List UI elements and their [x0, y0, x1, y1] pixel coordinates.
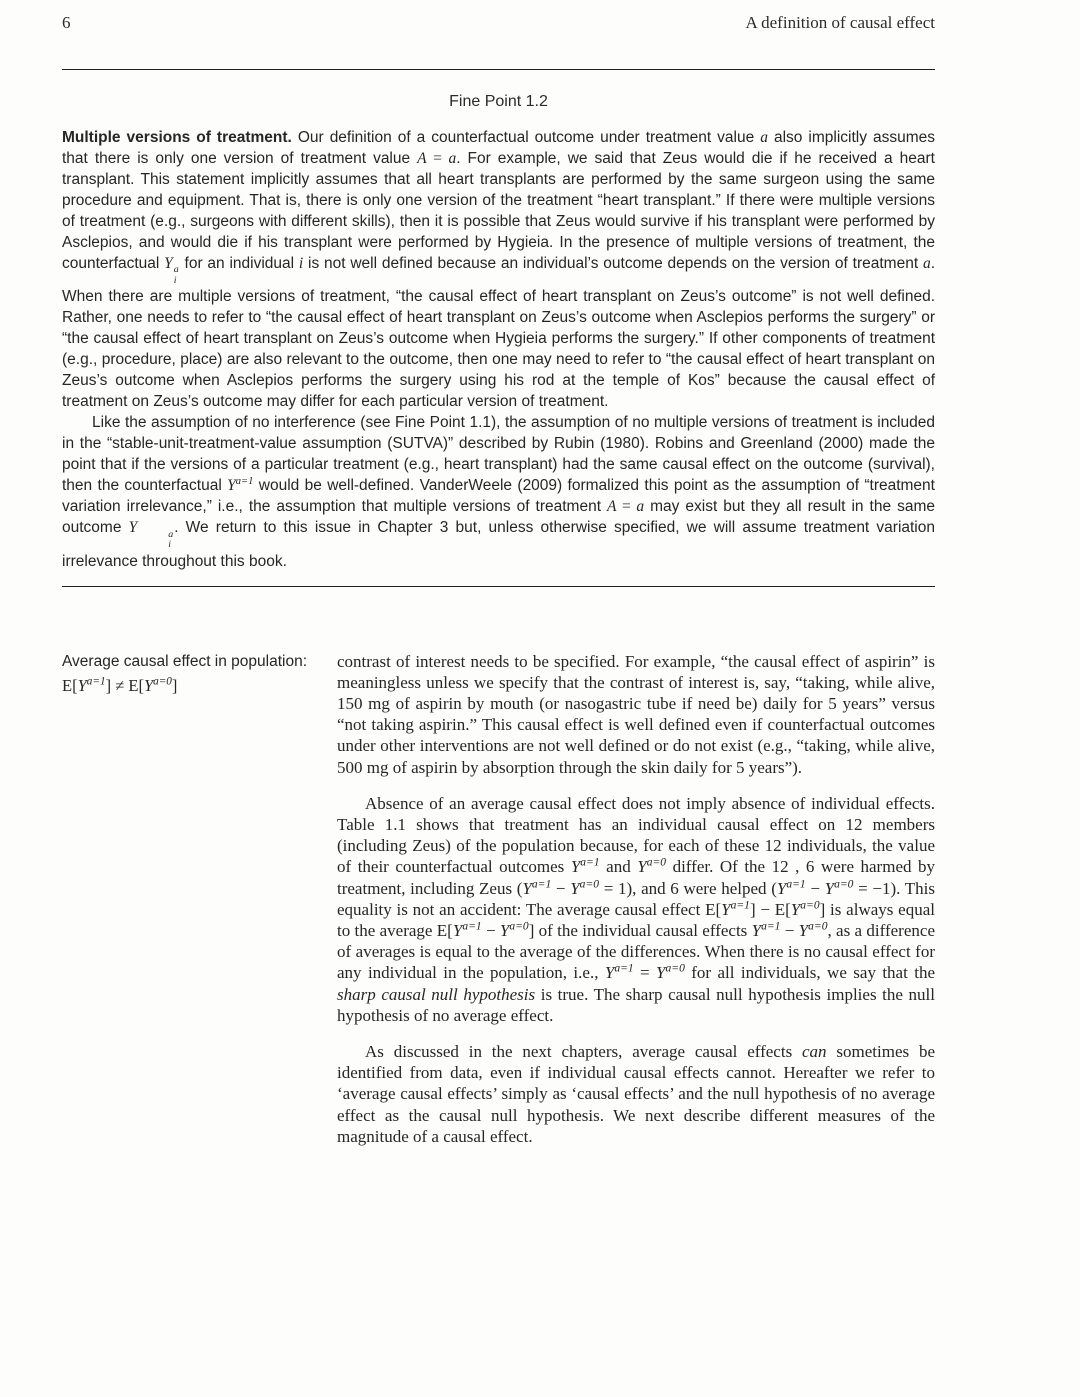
page-body: [62, 651, 935, 1147]
running-head: A definition of causal effect: [745, 13, 935, 32]
fine-point-title: Fine Point 1.2: [449, 93, 548, 110]
fine-point-paragraph-2: Like the assumption of no interference (see Fine Point 1.1), the assumption of no multiple versions of treatment is included in the “stable-unit-treatment-value assumption (SUTVA)” described by Rubin (1980). Robins and Greenland (2000) made the point that if the versions of a particular treatment (e.g., heart transplant) had the same causal effect on the outcome (survival), then the counterfactual $Y^{a=1}$ would be well-defined. VanderWeele (2009) formalized this point as the assumption of “treatment variation irrelevance,” i.e., the assumption that multiple versions of treatment A = a may exist but they all result in the same outcome Y a i . We return to this issue in Chapter 3 but, unless otherwise specified, we will assume treatment variation irrelevance throughout this book.: [62, 414, 935, 570]
paragraph-contrast: contrast of interest needs to be specified. For example, “the causal effect of aspirin” is meaningless unless we specify that the contrast of interest is, say, “taking, while alive, 150 mg of aspirin by mouth (or nasogastric tube if need be) daily for 5 years” versus “not taking aspirin.” This causal effect is well defined even if counterfactual outcomes under other interventions are not well defined or do not exist (e.g., “taking, while alive, 500 mg of aspirin by absorption through the skin daily for 5 years”).: [337, 651, 935, 777]
paragraph-absence-of-effect: Absence of an average causal effect does not imply absence of individual effects. Table 1.1 shows that treatment has an individual causal effect on 12 members (including Zeus) of the population because, for each of these 12 individuals, the value of their counterfactual outcomes $Y^{a=1}$ and $Y^{a=0}$ differ. Of the 12 , 6 were harmed by treatment, including Zeus $(Y^{a=1} - Y^{a=0} = 1)$, and 6 were helped $(Y^{a=1} - Y^{a=0} = -1)$. This equality is not an accident: The average causal effect $E[Y^{a=1}] - E[Y^{a=0}]$ is always equal to the average $E[Y^{a=1} - Y^{a=0}]$ of the individual causal effects $Y^{a=1} - Y^{a=0}$, as a difference of averages is equal to the average of the differences. When there is no causal effect for any individual in the population, i.e., $Y^{a=1} = Y^{a=0}$ for all individuals, we say that the sharp causal null hypothesis is true. The sharp causal null hypothesis implies the null hypothesis of no average effect.: [337, 793, 936, 1025]
page-number: 6: [62, 13, 71, 32]
fine-point-top-rule: [62, 69, 935, 70]
main-text-column: [337, 651, 935, 1147]
margin-note-label: Average causal effect in population:: [62, 652, 308, 670]
page-header: [62, 0, 935, 33]
paragraph-next-chapters: As discussed in the next chapters, average causal effects can sometimes be identified from data, even if individual causal effects cannot. Hereafter we refer to ‘average causal effects’ simply as ‘causal effects’ and the null hypothesis of no average effect as the causal null hypothesis. We next describe different measures of the magnitude of a causal effect.: [337, 1041, 935, 1146]
fine-point-bottom-rule: [62, 586, 935, 587]
fine-point-paragraph-1: Multiple versions of treatment. Our definition of a counterfactual outcome under treatment value a also implicitly assumes that there is only one version of treatment value A = a. For example, we said that Zeus would die if he received a heart transplant. This statement implicitly assumes that all heart transplants are performed by the same surgeon using the same procedure and equipment. That is, there is only one version of the treatment “heart transplant.” If there were multiple versions of treatment (e.g., surgeons with different skills), then it is possible that Zeus would survive if his transplant were performed by Asclepios, and would die if his transplant were performed by Hygieia. In the presence of multiple versions of treatment, the counterfactual Y a i for an individual i is not well defined because an individual’s outcome depends on the version of treatment a. When there are multiple versions of treatment, “the causal effect of heart transplant on Zeus’s outcome” is not well defined. Rather, one needs to refer to “the causal effect of heart transplant on Zeus’s outcome when Asclepios performs the surgery” or “the causal effect of heart transplant on Zeus’s outcome when Hygieia performs the surgery.” If other components of treatment (e.g., procedure, place) are also relevant to the outcome, then one may need to refer to “the causal effect of heart transplant on Zeus’s outcome when Asclepios performs the surgery using his rod at the temple of Kos” because the causal effect of treatment on Zeus’s outcome may differ for each particular version of treatment.: [62, 129, 936, 411]
margin-note: [62, 651, 337, 1147]
margin-note-formula: $E[Y^{a=1}] \ne E[Y^{a=0}]$: [62, 675, 178, 695]
